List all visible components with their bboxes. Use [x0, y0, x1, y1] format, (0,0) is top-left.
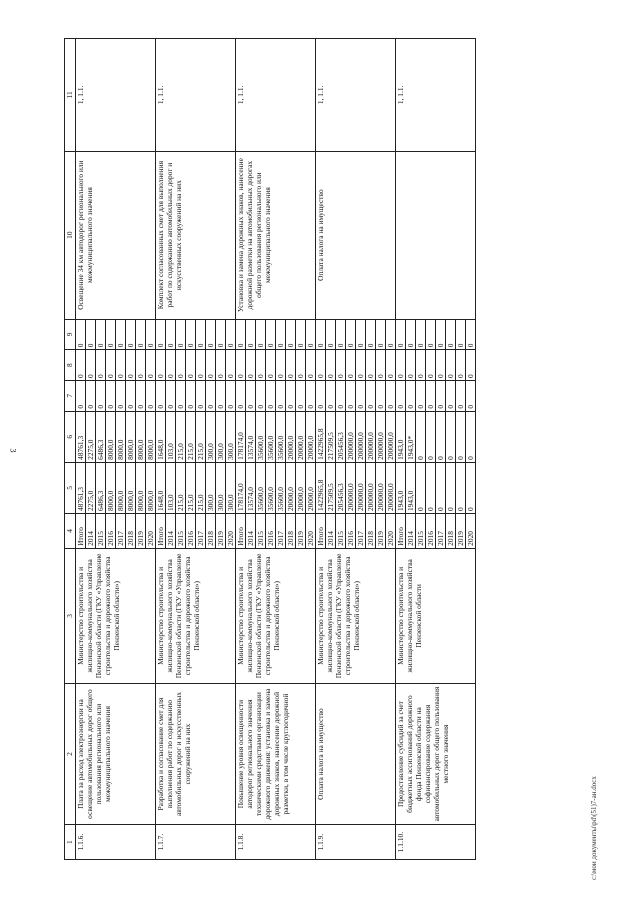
amount-cell: 200000,0	[376, 411, 386, 462]
amount-cell: 0	[276, 380, 286, 411]
amount-cell: 20000,0	[306, 462, 316, 513]
amount-cell: 8000,0	[126, 462, 136, 513]
period-cell: 2017	[356, 514, 366, 549]
amount-cell: 0	[86, 350, 96, 381]
amount-cell: 0	[346, 319, 356, 350]
amount-cell: 0	[326, 350, 336, 381]
column-number: 8	[65, 350, 76, 381]
column-number: 4	[65, 514, 76, 549]
table-row	[236, 39, 246, 860]
period-cell: 2016	[186, 514, 196, 549]
amount-cell: 0	[306, 319, 316, 350]
period-cell: Итого	[156, 514, 166, 549]
period-cell: 2019	[456, 514, 466, 549]
amount-cell: 0	[396, 319, 406, 350]
executor: Министерство строительства и жилищно-коммунального хозяйства Пензенской области (ГКУ «Управление строительства и дорожного хозяйства Пензенской области»)	[156, 548, 236, 683]
table-row	[76, 39, 86, 860]
amount-cell: 0	[196, 380, 206, 411]
amount-cell: 200000,0	[386, 462, 396, 513]
amount-cell: 35600,0	[256, 462, 266, 513]
amount-cell: 0	[166, 319, 176, 350]
amount-cell: 0	[416, 319, 426, 350]
period-cell: 2019	[136, 514, 146, 549]
amount-cell: 1943,0*	[406, 411, 416, 462]
amount-cell: 200000,0	[386, 411, 396, 462]
amount-cell: 0	[426, 380, 436, 411]
amount-cell: 13574,0	[246, 462, 256, 513]
amount-cell: 0	[336, 380, 346, 411]
amount-cell: 0	[256, 380, 266, 411]
amount-cell: 0	[296, 350, 306, 381]
table-row	[316, 39, 326, 860]
amount-cell: 0	[206, 350, 216, 381]
period-cell: 2015	[256, 514, 266, 549]
amount-cell: 0	[106, 319, 116, 350]
target-reference: 1, 1.1.	[316, 39, 396, 152]
page-number: 3	[8, 448, 18, 453]
period-cell: 2016	[106, 514, 116, 549]
amount-cell: 0	[446, 462, 456, 513]
period-cell: Итого	[236, 514, 246, 549]
amount-cell: 0	[426, 319, 436, 350]
period-cell: 2018	[126, 514, 136, 549]
amount-cell: 2275,0	[86, 462, 96, 513]
amount-cell: 200000,0	[366, 411, 376, 462]
amount-cell: 0	[296, 319, 306, 350]
amount-cell: 0	[466, 350, 476, 381]
amount-cell: 0	[456, 319, 466, 350]
column-number: 5	[65, 462, 76, 513]
amount-cell: 0	[256, 350, 266, 381]
amount-cell: 2275,0	[86, 411, 96, 462]
amount-cell: 178174,0	[236, 462, 246, 513]
amount-cell: 8000,0	[136, 411, 146, 462]
amount-cell: 0	[106, 350, 116, 381]
amount-cell: 0	[86, 319, 96, 350]
amount-cell: 0	[416, 350, 426, 381]
amount-cell: 1422965,8	[316, 411, 326, 462]
amount-cell: 0	[106, 380, 116, 411]
amount-cell: 0	[436, 462, 446, 513]
amount-cell: 48761,3	[76, 411, 86, 462]
amount-cell: 205456,3	[336, 462, 346, 513]
amount-cell: 0	[236, 319, 246, 350]
amount-cell: 1422965,8	[316, 462, 326, 513]
amount-cell: 0	[286, 380, 296, 411]
amount-cell: 0	[336, 319, 346, 350]
amount-cell: 0	[276, 350, 286, 381]
amount-cell: 0	[406, 319, 416, 350]
expected-result: Установка и замена дорожных знаков, нанесение дорожной разметки на автомобильных дорогах общего пользования регионального или межмуниципального значения	[236, 151, 316, 319]
amount-cell: 0	[186, 380, 196, 411]
amount-cell: 0	[256, 319, 266, 350]
amount-cell: 0	[246, 380, 256, 411]
amount-cell: 0	[356, 350, 366, 381]
period-cell: 2020	[226, 514, 236, 549]
amount-cell: 0	[96, 380, 106, 411]
table-row	[156, 39, 166, 860]
amount-cell: 1943,0	[406, 462, 416, 513]
amount-cell: 215,0	[176, 462, 186, 513]
amount-cell: 300,0	[226, 411, 236, 462]
amount-cell: 0	[436, 380, 446, 411]
amount-cell: 0	[456, 411, 466, 462]
amount-cell: 0	[266, 350, 276, 381]
executor: Министерство строительства и жилищно-коммунального хозяйства Пензенской области (ГКУ «Управление строительства и дорожного хозяйства Пензенской области»)	[316, 548, 396, 683]
amount-cell: 0	[306, 380, 316, 411]
amount-cell: 0	[236, 380, 246, 411]
period-cell: Итого	[76, 514, 86, 549]
amount-cell: 0	[426, 462, 436, 513]
amount-cell: 0	[466, 380, 476, 411]
amount-cell: 8000,0	[106, 411, 116, 462]
period-cell: 2018	[366, 514, 376, 549]
amount-cell: 0	[206, 380, 216, 411]
amount-cell: 0	[76, 380, 86, 411]
amount-cell: 300,0	[226, 462, 236, 513]
amount-cell: 215,0	[196, 411, 206, 462]
period-cell: 2018	[286, 514, 296, 549]
amount-cell: 200000,0	[376, 462, 386, 513]
amount-cell: 215,0	[196, 462, 206, 513]
amount-cell: 0	[376, 380, 386, 411]
amount-cell: 0	[206, 319, 216, 350]
amount-cell: 0	[436, 411, 446, 462]
amount-cell: 0	[466, 462, 476, 513]
amount-cell: 0	[346, 350, 356, 381]
amount-cell: 0	[156, 380, 166, 411]
program-table	[64, 38, 476, 860]
amount-cell: 0	[156, 350, 166, 381]
amount-cell: 0	[376, 319, 386, 350]
amount-cell: 300,0	[206, 462, 216, 513]
amount-cell: 35600,0	[276, 462, 286, 513]
column-number: 10	[65, 151, 76, 319]
amount-cell: 8000,0	[146, 411, 156, 462]
amount-cell: 0	[426, 350, 436, 381]
amount-cell: 0	[316, 319, 326, 350]
amount-cell: 0	[176, 350, 186, 381]
amount-cell: 0	[276, 319, 286, 350]
amount-cell: 8000,0	[126, 411, 136, 462]
period-cell: Итого	[316, 514, 326, 549]
amount-cell: 0	[386, 380, 396, 411]
amount-cell: 205456,3	[336, 411, 346, 462]
measure-name: Предоставление субсидий за счет бюджетных ассигнований дорожного фонда Пензенской области на софинансирование содержания автомобильных дорог общего пользования местного значения	[396, 683, 476, 824]
amount-cell: 300,0	[216, 411, 226, 462]
measure-name: Плата за расход электроэнергии на освещение автомобильных дорог общего пользования регионального или межмуниципального значения	[76, 683, 156, 824]
amount-cell: 0	[76, 350, 86, 381]
row-number: 1.1.6.	[76, 825, 156, 860]
amount-cell: 0	[226, 350, 236, 381]
amount-cell: 0	[416, 462, 426, 513]
amount-cell: 0	[246, 350, 256, 381]
amount-cell: 35600,0	[276, 411, 286, 462]
amount-cell: 0	[196, 319, 206, 350]
target-reference: 1, 1.1.	[236, 39, 316, 152]
amount-cell: 217509,5	[326, 462, 336, 513]
amount-cell: 0	[116, 380, 126, 411]
expected-result: Освещение 34 км автодорог регионального или межмуниципального значения	[76, 151, 156, 319]
amount-cell: 0	[146, 319, 156, 350]
amount-cell: 0	[226, 380, 236, 411]
column-number: 6	[65, 411, 76, 462]
amount-cell: 20000,0	[296, 411, 306, 462]
amount-cell: 0	[326, 380, 336, 411]
amount-cell: 0	[396, 350, 406, 381]
executor: Министерство строительства и жилищно-коммунального хозяйства Пензенской области	[396, 548, 476, 683]
amount-cell: 0	[446, 380, 456, 411]
amount-cell: 0	[356, 319, 366, 350]
amount-cell: 0	[166, 350, 176, 381]
amount-cell: 300,0	[216, 462, 226, 513]
amount-cell: 0	[176, 319, 186, 350]
period-cell: 2017	[196, 514, 206, 549]
amount-cell: 200000,0	[366, 462, 376, 513]
amount-cell: 0	[226, 319, 236, 350]
row-number: 1.1.7.	[156, 825, 236, 860]
amount-cell: 0	[336, 350, 346, 381]
period-cell: 2018	[206, 514, 216, 549]
amount-cell: 1943,0	[396, 411, 406, 462]
amount-cell: 200000,0	[346, 411, 356, 462]
amount-cell: 0	[196, 350, 206, 381]
period-cell: 2015	[416, 514, 426, 549]
amount-cell: 20000,0	[286, 411, 296, 462]
period-cell: 2020	[466, 514, 476, 549]
amount-cell: 20000,0	[286, 462, 296, 513]
amount-cell: 0	[396, 380, 406, 411]
period-cell: 2019	[376, 514, 386, 549]
period-cell: 2019	[296, 514, 306, 549]
expected-result: Комплект согласованных смет для выполнения работ по содержанию автомобильных дорог и искусственных сооружений на них	[156, 151, 236, 319]
amount-cell: 0	[86, 380, 96, 411]
amount-cell: 0	[156, 319, 166, 350]
period-cell: 2017	[436, 514, 446, 549]
amount-cell: 0	[426, 411, 436, 462]
amount-cell: 0	[406, 380, 416, 411]
row-number: 1.1.10.	[396, 825, 476, 860]
amount-cell: 0	[246, 319, 256, 350]
amount-cell: 0	[126, 319, 136, 350]
amount-cell: 0	[216, 319, 226, 350]
period-cell: 2016	[346, 514, 356, 549]
program-table-sheet	[64, 38, 604, 860]
period-cell: 2015	[96, 514, 106, 549]
amount-cell: 0	[146, 350, 156, 381]
executor: Министерство строительства и жилищно-коммунального хозяйства Пензенской области (ГКУ «Управление строительства и дорожного хозяйства Пензенской области»)	[76, 548, 156, 683]
amount-cell: 0	[456, 350, 466, 381]
amount-cell: 0	[126, 350, 136, 381]
amount-cell: 200000,0	[356, 462, 366, 513]
target-reference: 1, 1.1.	[156, 39, 236, 152]
period-cell: 2018	[446, 514, 456, 549]
amount-cell: 0	[166, 380, 176, 411]
column-number: 11	[65, 39, 76, 152]
amount-cell: 0	[266, 319, 276, 350]
period-cell: 2017	[276, 514, 286, 549]
amount-cell: 0	[356, 380, 366, 411]
amount-cell: 20000,0	[296, 462, 306, 513]
amount-cell: 0	[416, 380, 426, 411]
amount-cell: 13574,0	[246, 411, 256, 462]
amount-cell: 0	[216, 380, 226, 411]
row-number: 1.1.9.	[316, 825, 396, 860]
target-reference: 1, 1.1.	[76, 39, 156, 152]
file-path-footer: c:\мои документы\pd\(51)7-ан.docx	[590, 776, 598, 880]
column-number: 7	[65, 380, 76, 411]
amount-cell: 217509,5	[326, 411, 336, 462]
period-cell: 2020	[386, 514, 396, 549]
executor: Министерство строительства и жилищно-коммунального хозяйства Пензенской области (ГКУ «Управление строительства и дорожного хозяйства Пензенской области»)	[236, 548, 316, 683]
measure-name: Повышение уровня освещенности автодорог регионального значения техническими средствами организации дорожного движения: установка и замена дорожных знаков, нанесение дорожной разметки, в том числе круглогодичной	[236, 683, 316, 824]
amount-cell: 0	[366, 380, 376, 411]
amount-cell: 0	[436, 319, 446, 350]
amount-cell: 8000,0	[106, 462, 116, 513]
measure-name: Разработка и согласование смет для выполнения работ по содержанию автомобильных дорог и искусственных сооружений на них	[156, 683, 236, 824]
amount-cell: 6486,3	[96, 411, 106, 462]
column-number: 9	[65, 319, 76, 350]
amount-cell: 0	[236, 350, 246, 381]
amount-cell: 0	[216, 350, 226, 381]
expected-result: Оплата налога на имущество	[316, 151, 396, 319]
period-cell: 2014	[326, 514, 336, 549]
amount-cell: 0	[96, 350, 106, 381]
amount-cell: 0	[456, 462, 466, 513]
amount-cell: 48761,3	[76, 462, 86, 513]
amount-cell: 0	[116, 350, 126, 381]
expected-result	[396, 151, 476, 319]
period-cell: 2015	[176, 514, 186, 549]
amount-cell: 0	[76, 319, 86, 350]
amount-cell: 1648,0	[156, 411, 166, 462]
amount-cell: 0	[286, 350, 296, 381]
table-row	[396, 39, 406, 860]
amount-cell: 0	[136, 350, 146, 381]
amount-cell: 0	[366, 350, 376, 381]
period-cell: 2020	[306, 514, 316, 549]
period-cell: 2014	[166, 514, 176, 549]
amount-cell: 1943,0	[396, 462, 406, 513]
amount-cell: 0	[96, 319, 106, 350]
amount-cell: 8000,0	[116, 462, 126, 513]
amount-cell: 200000,0	[346, 462, 356, 513]
amount-cell: 103,0	[166, 411, 176, 462]
amount-cell: 0	[446, 411, 456, 462]
amount-cell: 35600,0	[256, 411, 266, 462]
amount-cell: 0	[296, 380, 306, 411]
amount-cell: 0	[266, 380, 276, 411]
amount-cell: 0	[126, 380, 136, 411]
amount-cell: 0	[456, 380, 466, 411]
amount-cell: 215,0	[186, 462, 196, 513]
amount-cell: 0	[326, 319, 336, 350]
amount-cell: 0	[406, 350, 416, 381]
amount-cell: 0	[446, 319, 456, 350]
amount-cell: 0	[376, 350, 386, 381]
amount-cell: 0	[446, 350, 456, 381]
period-cell: 2019	[216, 514, 226, 549]
period-cell: 2014	[86, 514, 96, 549]
amount-cell: 35600,0	[266, 462, 276, 513]
amount-cell: 0	[176, 380, 186, 411]
amount-cell: 8000,0	[146, 462, 156, 513]
amount-cell: 0	[416, 411, 426, 462]
column-number: 3	[65, 548, 76, 683]
amount-cell: 0	[186, 350, 196, 381]
amount-cell: 0	[366, 319, 376, 350]
amount-cell: 0	[316, 350, 326, 381]
amount-cell: 300,0	[206, 411, 216, 462]
amount-cell: 0	[436, 350, 446, 381]
amount-cell: 0	[386, 350, 396, 381]
period-cell: 2016	[426, 514, 436, 549]
amount-cell: 215,0	[186, 411, 196, 462]
amount-cell: 35600,0	[266, 411, 276, 462]
row-number: 1.1.8.	[236, 825, 316, 860]
amount-cell: 1648,0	[156, 462, 166, 513]
amount-cell: 6486,3	[96, 462, 106, 513]
period-cell: Итого	[396, 514, 406, 549]
amount-cell: 20000,0	[306, 411, 316, 462]
measure-name: Оплата налога на имущество	[316, 683, 396, 824]
amount-cell: 0	[386, 319, 396, 350]
amount-cell: 178174,0	[236, 411, 246, 462]
amount-cell: 0	[466, 411, 476, 462]
period-cell: 2015	[336, 514, 346, 549]
period-cell: 2014	[246, 514, 256, 549]
amount-cell: 200000,0	[356, 411, 366, 462]
period-cell: 2017	[116, 514, 126, 549]
period-cell: 2016	[266, 514, 276, 549]
column-number: 1	[65, 825, 76, 860]
amount-cell: 0	[136, 380, 146, 411]
column-number: 2	[65, 683, 76, 824]
column-number-row	[65, 39, 76, 860]
amount-cell: 103,0	[166, 462, 176, 513]
period-cell: 2020	[146, 514, 156, 549]
amount-cell: 0	[286, 319, 296, 350]
amount-cell: 0	[116, 319, 126, 350]
target-reference: 1, 1.1.	[396, 39, 476, 152]
amount-cell: 0	[316, 380, 326, 411]
amount-cell: 0	[186, 319, 196, 350]
amount-cell: 0	[466, 319, 476, 350]
period-cell: 2014	[406, 514, 416, 549]
amount-cell: 0	[136, 319, 146, 350]
amount-cell: 215,0	[176, 411, 186, 462]
amount-cell: 8000,0	[116, 411, 126, 462]
amount-cell: 8000,0	[136, 462, 146, 513]
amount-cell: 0	[306, 350, 316, 381]
amount-cell: 0	[346, 380, 356, 411]
amount-cell: 0	[146, 380, 156, 411]
